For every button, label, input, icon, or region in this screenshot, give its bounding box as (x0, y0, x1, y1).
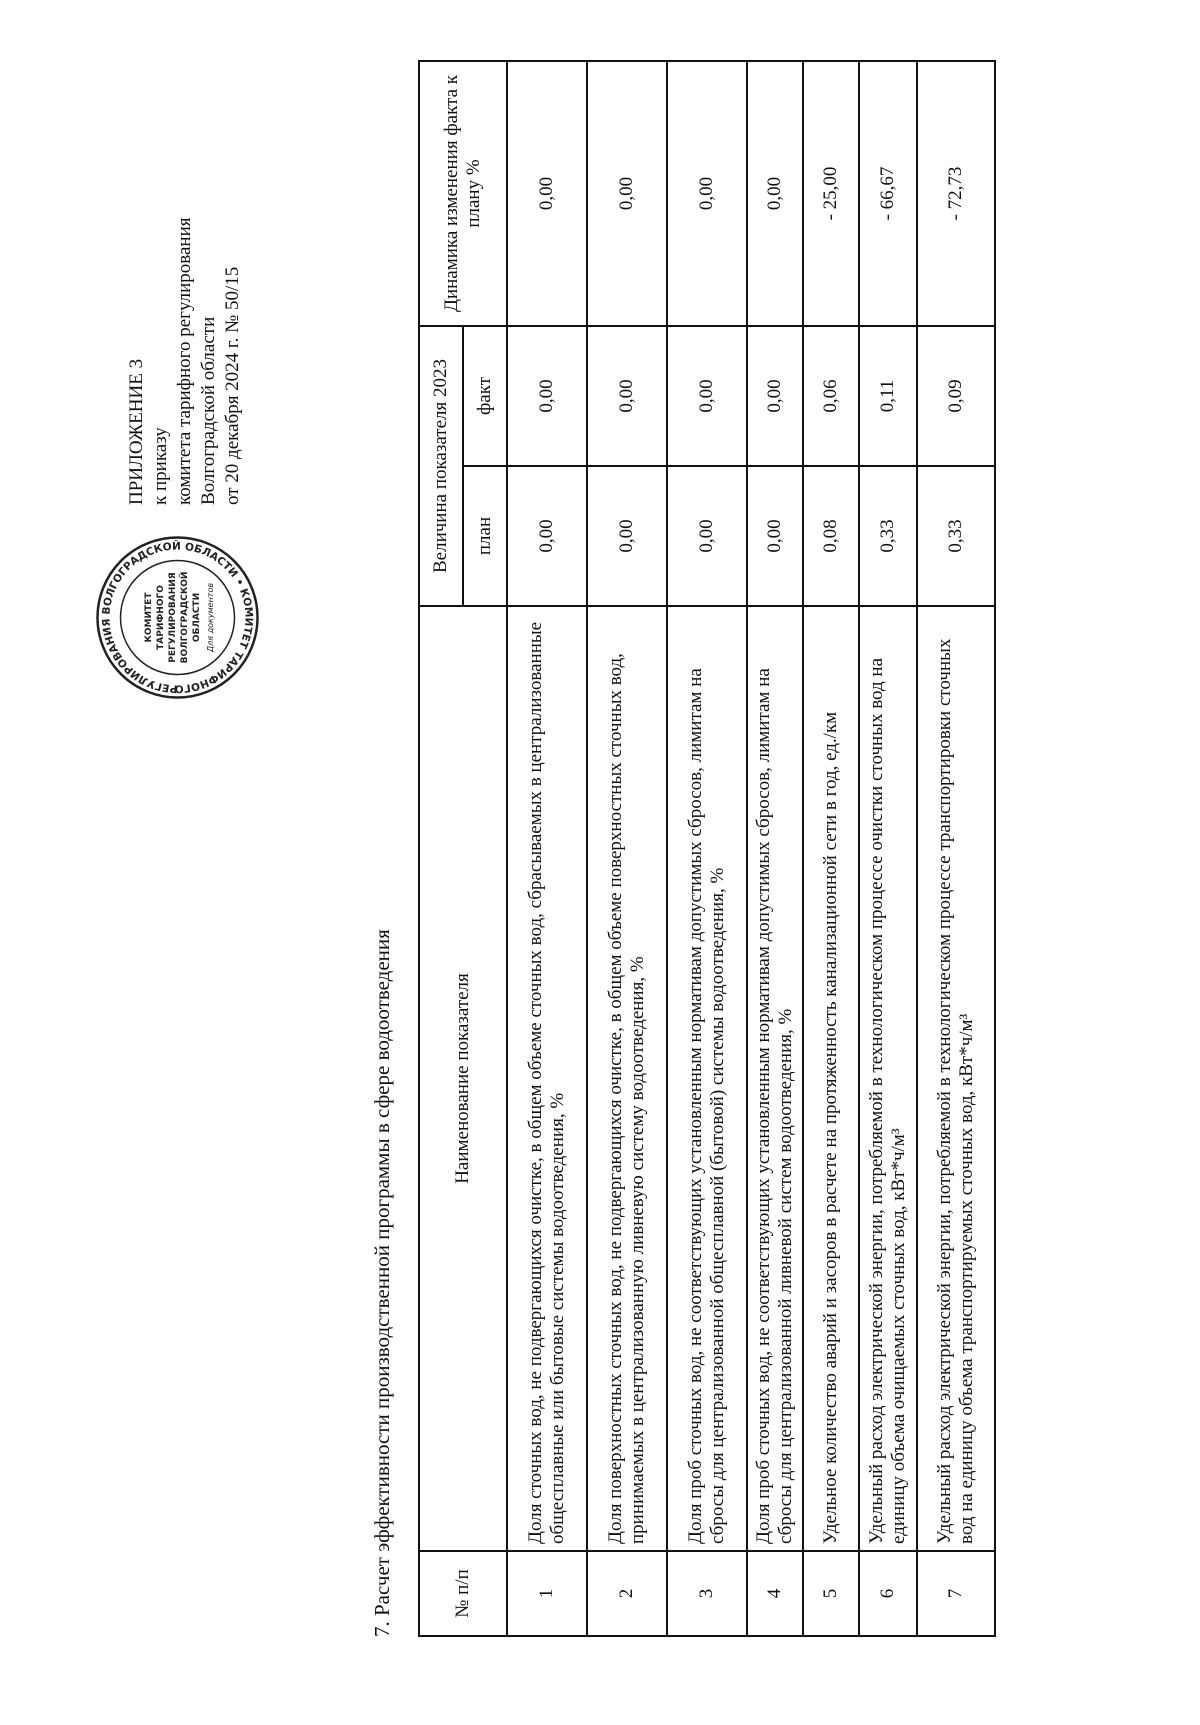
row-fact: 0,09 (917, 326, 995, 466)
table-row (667, 61, 747, 1636)
table-row (587, 61, 667, 1636)
row-name: Удельный расход электрической энергии, потребляемой в технологическом процессе транспортировки сточных вод на единицу объема транспортируемых сточных вод, кВт*ч/м³ (917, 606, 995, 1551)
row-dynamics: - 25,00 (803, 61, 859, 326)
header-name: Наименование показателя (419, 606, 507, 1551)
appendix-header (125, 85, 245, 505)
row-num: 4 (747, 1551, 803, 1636)
row-name: Доля проб сточных вод, не соответствующих установленным нормативам допустимых сбросов, лимитам на сбросы для централизованной общесплавной (бытовой) системы водоотведения, % (667, 606, 747, 1551)
appendix-line-1: к приказу (150, 427, 171, 505)
table-row (917, 61, 995, 1636)
row-name: Удельный расход электрической энергии, потребляемой в технологическом процессе очистки сточных вод на единицу объема очищаемых сточных вод, кВт*ч/м³ (859, 606, 917, 1551)
row-dynamics: - 66,67 (859, 61, 917, 326)
appendix-title: ПРИЛОЖЕНИЕ 3 (126, 358, 147, 505)
row-dynamics: 0,00 (747, 61, 803, 326)
row-plan: 0,00 (747, 466, 803, 606)
appendix-line-4: от 20 декабря 2024 г. № 50/15 (222, 266, 243, 505)
appendix-line-2: комитета тарифного регулирования (174, 217, 195, 505)
row-num: 2 (587, 1551, 667, 1636)
row-fact: 0,06 (803, 326, 859, 466)
stamp-inner-line: ТАРИФНОГО (156, 585, 166, 650)
row-plan: 0,33 (859, 466, 917, 606)
header-fact: факт (463, 326, 507, 466)
row-num: 7 (917, 1551, 995, 1636)
row-dynamics: - 72,73 (917, 61, 995, 326)
table-row (747, 61, 803, 1636)
table-row (803, 61, 859, 1636)
table-row (507, 61, 587, 1636)
stamp-inner-line: РЕГУЛИРОВАНИЯ (168, 572, 178, 663)
appendix-line-3: Волгоградской области (198, 316, 219, 505)
stamp-outer-text: РЕГУЛИРОВАНИЯ ВОЛГОГРАДСКОЙ ОБЛАСТИ • КОМИТЕТ ТАРИФНОГО (100, 540, 255, 695)
row-name: Доля проб сточных вод, не соответствующих установленным нормативам допустимых сбросов, лимитам на сбросы для централизованной ливневой систем водоотведения, % (747, 606, 803, 1551)
row-name: Удельное количество аварий и засоров в расчете на протяженность канализационной сети в год, ед./км (803, 606, 859, 1551)
row-dynamics: 0,00 (507, 61, 587, 326)
table-row (859, 61, 917, 1636)
row-plan: 0,00 (507, 466, 587, 606)
row-fact: 0,00 (507, 326, 587, 466)
row-dynamics: 0,00 (667, 61, 747, 326)
row-fact: 0,00 (747, 326, 803, 466)
row-plan: 0,00 (587, 466, 667, 606)
stamp-inner-line: КОМИТЕТ (144, 592, 154, 643)
row-num: 5 (803, 1551, 859, 1636)
row-plan: 0,00 (667, 466, 747, 606)
stamp-inner-line: ВОЛГОГРАДСКОЙ (180, 571, 190, 664)
row-num: 1 (507, 1551, 587, 1636)
section-caption: 7. Расчет эффективности производственной программы в сфере водоотведения (370, 929, 394, 1637)
row-name: Доля сточных вод, не подвергающихся очистке, в общем объеме сточных вод, сбрасываемых в централизованные общесплавные или бытовые системы водоотведения, % (507, 606, 587, 1551)
header-dynamics: Динамика изменения факта к плану % (419, 61, 507, 326)
efficiency-table (418, 60, 996, 1637)
header-num: № п/п (419, 1551, 507, 1636)
row-fact: 0,00 (667, 326, 747, 466)
row-plan: 0,33 (917, 466, 995, 606)
row-fact: 0,00 (587, 326, 667, 466)
stamp-inner-line: ОБЛАСТИ (192, 592, 202, 643)
row-plan: 0,08 (803, 466, 859, 606)
row-num: 3 (667, 1551, 747, 1636)
row-name: Доля поверхностных сточных вод, не подвергающихся очистке, в общем объеме поверхностных сточных вод, принимаемых в централизованную ливневую систему водоотведения, % (587, 606, 667, 1551)
seal-stamp (95, 535, 260, 700)
header-value-group: Величина показателя 2023 (419, 326, 463, 606)
stamp-note: Для документов (206, 582, 215, 653)
row-fact: 0,11 (859, 326, 917, 466)
row-num: 6 (859, 1551, 917, 1636)
header-plan: план (463, 466, 507, 606)
row-dynamics: 0,00 (587, 61, 667, 326)
